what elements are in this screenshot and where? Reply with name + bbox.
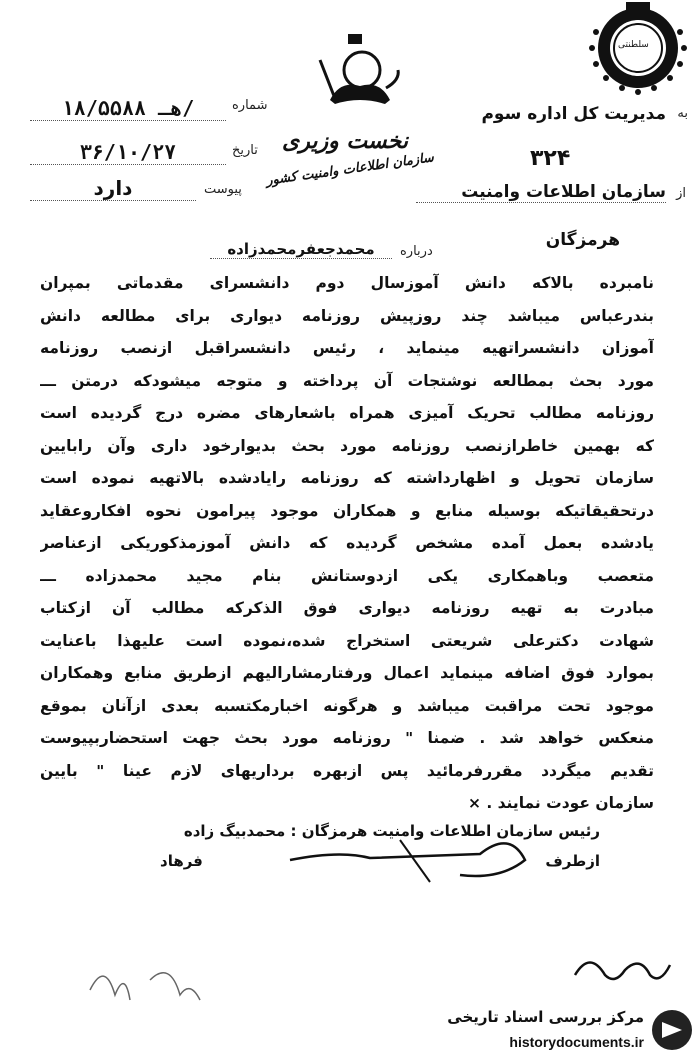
seal-text: سلطنتی (618, 40, 649, 50)
body-line: روزنامه مطالب تحریک آمیزی همراه باشعارهای مضره درج گردیده است (40, 404, 654, 422)
attachment-label: پیوست (204, 182, 242, 197)
emblem-line-1: نخست وزیری (282, 128, 408, 154)
body-line: بموارد فوق اضافه مینماید اعمال ورفتارمشارالیهم ازطریق منابع وهمکاران (40, 664, 654, 682)
to-prefix: به (677, 106, 688, 121)
subject: محمدجعفرمحمدزاده (210, 240, 392, 259)
body-line: منعکس خواهد شد . ضمنا " روزنامه مورد بحث جهت استحضاربپیوست (40, 729, 654, 747)
attachment-value: دارد (30, 176, 196, 201)
emblem-line-2: سازمان اطلاعات وامنیت کشور (265, 150, 435, 189)
date-label: تاریخ (232, 143, 258, 158)
body-line: سازمان عودت نمایند . × (467, 794, 654, 812)
recipient: مدیریت کل اداره سوم (481, 104, 666, 124)
body-line: که بهمین خاطرازنصب روزنامه مورد بحث بدیوارخود داری وآن رابایین (40, 437, 654, 455)
watermark-text-en: historydocuments.ir (509, 1034, 644, 1050)
sender-city: هرمزگان (545, 230, 620, 250)
lion-and-sun-emblem (300, 30, 410, 130)
ref-code: ۳۲۴ (530, 146, 571, 171)
body-line: نامبرده بالاکه دانش آموزسال دوم دانشسرای مقدماتی بمپران (40, 274, 654, 292)
royal-seal (578, 2, 690, 102)
on-behalf-label: ازطرف (545, 852, 600, 870)
number-value: ۱۸/۵۵۸۸ هـ/ (30, 96, 226, 121)
handwritten-signature (280, 820, 540, 890)
handwritten-note-left (80, 950, 230, 1020)
body-line: مورد بحث بمطالعه نوشتجات آن پرداخته و متوجه میشودکه درمتن ـــ (40, 372, 654, 390)
signatory-name: فرهاد (160, 852, 203, 870)
from-prefix: از (676, 186, 686, 201)
body-line: مبادرت به تهیه روزنامه دیواری فوق الذکرکه مطالب آن ازکتاب (40, 599, 654, 617)
body-line: یادشده بعمل آمده مشخص گردیده که دانش آموزمذکوریکی ازعناصر (40, 534, 654, 552)
body-line: تقدیم میگردد مقررفرمائید پس ازبهره برداریهای لازم عینا " بایین (40, 762, 654, 780)
body-line: درتحقیقاتیکه بوسیله منابع و همکاران موجود پیرامون نحوه افکاروعقاید (40, 502, 654, 520)
body-line: موجود تحت مراقبت میباشد و هرگونه اخبارمکتسبه بعدی ازآنان بموقع (40, 697, 654, 715)
body-line: آموزان دانشسراتهیه مینماید ، رئیس دانشسراقبل ازنصب روزنامه (40, 339, 654, 357)
date-value: ۳۶/۱۰/۲۷ (30, 140, 226, 165)
signatory-title: رئیس سازمان اطلاعات وامنیت هرمزگان : محمدبیگ زاده (183, 822, 600, 840)
body-line: شهادت دکترعلی شریعتی استخراج شده،نموده است علیهذا باعنایت (40, 632, 654, 650)
handwritten-initials-right (570, 945, 680, 995)
watermark-logo-icon (650, 1008, 694, 1052)
body-line: بندرعباس میباشد چند روزپیش روزنامه دیواری برای مطالعه دانش (40, 307, 654, 325)
about-label: درباره (400, 244, 433, 259)
watermark-text-fa: مرکز بررسی اسناد تاریخی (447, 1008, 644, 1026)
seal-icon (578, 2, 690, 102)
sender: سازمان اطلاعات وامنیت (416, 182, 666, 203)
body-line: متعصب وباهمکاری یکی ازدوستانش بنام مجید محمدزاده ـــ (40, 567, 654, 585)
number-label: شماره (232, 98, 268, 113)
body-line: سازمان تحویل و اظهارداشته که روزنامه رایادشده بالاتهیه نموده است (40, 469, 654, 487)
lion-sun-icon (300, 30, 410, 130)
